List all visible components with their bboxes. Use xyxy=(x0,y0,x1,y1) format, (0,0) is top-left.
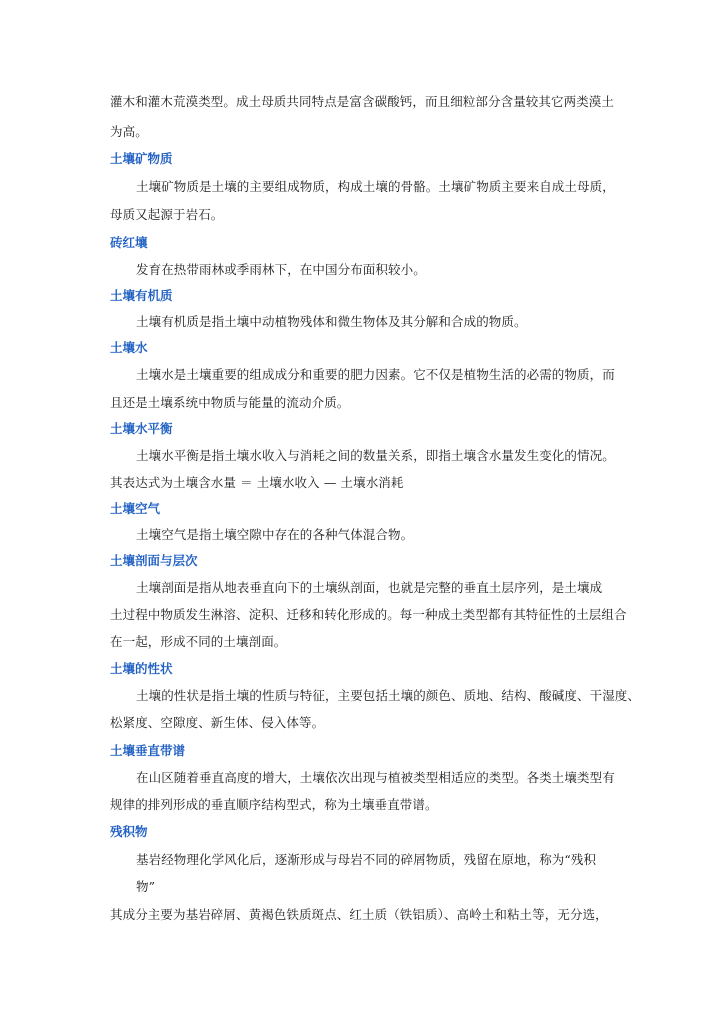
paragraph-line: 母质又起源于岩石。 xyxy=(110,207,224,222)
paragraph-line: 土壤水平衡是指土壤水收入与消耗之间的数量关系，即指土壤含水量发生变化的情况。 xyxy=(136,448,615,463)
paragraph-line: 在山区随着垂直高度的增大，土壤依次出现与植被类型相适应的类型。各类土壤类型有 xyxy=(136,770,615,785)
paragraph-line: 土壤有机质是指土壤中动植物残体和微生物体及其分解和合成的物质。 xyxy=(136,314,527,329)
paragraph-line: 土壤的性状是指土壤的性质与特征，主要包括土壤的颜色、质地、结构、酸碱度、干湿度、 xyxy=(136,688,641,703)
section-heading: 土壤有机质 xyxy=(110,288,173,303)
section-heading: 砖红壤 xyxy=(110,235,148,250)
paragraph-line: 规律的排列形成的垂直顺序结构型式，称为土壤垂直带谱。 xyxy=(110,797,438,812)
section-heading: 土壤水平衡 xyxy=(110,421,173,436)
section-heading: 土壤垂直带谱 xyxy=(110,743,186,758)
section-heading: 土壤矿物质 xyxy=(110,151,173,166)
paragraph-line: 发育在热带雨林或季雨林下，在中国分布面积较小。 xyxy=(136,262,426,277)
formula-line: 其表达式为土壤含水量 ＝ 土壤水收入 — 土壤水消耗 xyxy=(110,475,404,490)
paragraph-line: 且还是土壤系统中物质与能量的流动介质。 xyxy=(110,395,350,410)
paragraph-line: 土壤空气是指土壤空隙中存在的各种气体混合物。 xyxy=(136,527,414,542)
paragraph-line: 土壤水是土壤重要的组成成分和重要的肥力因素。它不仅是植物生活的必需的物质，而 xyxy=(136,367,615,382)
paragraph-line: 土过程中物质发生淋溶、淀积、迁移和转化形成的。每一种成土类型都有其特征性的土层组合 xyxy=(110,607,627,622)
section-heading: 土壤剖面与层次 xyxy=(110,553,198,568)
paragraph-line: 其成分主要为基岩碎屑、黄褐色铁质斑点、红土质（铁铝质）、高岭土和粘土等，无分选， xyxy=(110,907,608,922)
section-heading: 土壤空气 xyxy=(110,501,161,516)
section-heading: 土壤的性状 xyxy=(110,661,173,676)
paragraph-line: 基岩经物理化学风化后，逐渐形成与母岩不同的碎屑物质，残留在原地，称为“残积 xyxy=(136,852,597,867)
paragraph-line: 灌木和灌木荒漠类型。成土母质共同特点是富含碳酸钙，而且细粒部分含量较其它两类漠土 xyxy=(110,94,615,109)
paragraph-line: 在一起，形成不同的土壤剖面。 xyxy=(110,634,287,649)
section-heading: 残积物 xyxy=(110,824,148,839)
paragraph-line: 为高。 xyxy=(110,124,148,139)
section-heading: 土壤水 xyxy=(110,340,148,355)
paragraph-line: 土壤矿物质是土壤的主要组成物质，构成土壤的骨骼。土壤矿物质主要来自成土母质， xyxy=(136,179,615,194)
paragraph-line: 松紧度、空隙度、新生体、侵入体等。 xyxy=(110,715,325,730)
paragraph-line: 物” xyxy=(136,879,156,894)
paragraph-line: 土壤剖面是指从地表垂直向下的土壤纵剖面，也就是完整的垂直土层序列，是土壤成 xyxy=(136,580,603,595)
